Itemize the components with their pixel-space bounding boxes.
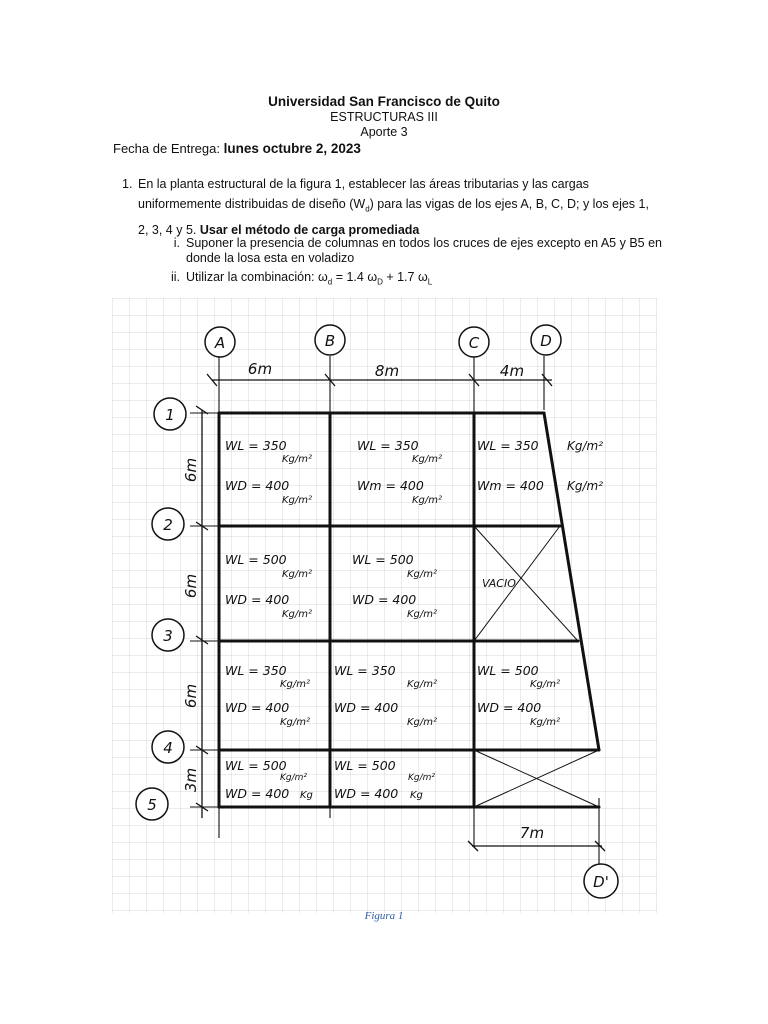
question-text-b: ) para las vigas de los ejes A, B, C, D; y los ejes 1, 2, 3, 4 y 5. xyxy=(138,197,649,237)
axis-label-D: D xyxy=(540,332,552,350)
axis-label-4: 4 xyxy=(163,739,173,757)
sub-D: D xyxy=(377,277,383,287)
sub-item-ii xyxy=(170,270,666,290)
question-number: 1. xyxy=(122,177,133,191)
sub-item-i xyxy=(173,236,666,266)
load-A23-wl-unit: Kg/m² xyxy=(282,569,313,580)
span-left-12: 6m xyxy=(182,457,200,483)
load-B34-wl: WL = 350 xyxy=(334,663,396,678)
load-A34-wd-unit: Kg/m² xyxy=(280,717,311,728)
sub-item-i-roman: i. xyxy=(173,236,180,250)
load-A45-wd: WD = 400 xyxy=(225,786,290,801)
figure-caption: Figura 1 xyxy=(364,910,404,922)
load-C12-wl: WL = 350 xyxy=(477,438,539,453)
load-A34-wl: WL = 350 xyxy=(225,663,287,678)
load-C12-wm: Wm = 400 xyxy=(477,478,544,493)
sub-item-ii-text-c: + 1.7 ω xyxy=(382,270,428,284)
due-date-line xyxy=(113,141,361,156)
load-C12-wl-unit: Kg/m² xyxy=(567,439,604,453)
sub-item-ii-text-b: = 1.4 ω xyxy=(332,270,378,284)
university-title: Universidad San Francisco de Quito xyxy=(268,94,500,109)
due-date-label: Fecha de Entrega: xyxy=(113,141,224,156)
load-A12-wl: WL = 350 xyxy=(225,438,287,453)
load-A45-wl: WL = 500 xyxy=(225,758,287,773)
sub-d: d xyxy=(327,277,333,287)
span-left-45: 3m xyxy=(182,767,200,793)
load-B23-wd-unit: Kg/m² xyxy=(407,609,438,620)
load-B34-wl-unit: Kg/m² xyxy=(407,679,438,690)
load-C34-wl: WL = 500 xyxy=(477,663,539,678)
load-C34-wd: WD = 400 xyxy=(477,700,542,715)
load-B45-wd-unit: Kg xyxy=(410,790,423,801)
load-C34-wd-unit: Kg/m² xyxy=(530,717,561,728)
axis-label-1: 1 xyxy=(165,406,175,424)
axis-label-2: 2 xyxy=(163,516,173,534)
question-text-a: En la planta estructural de la figura 1, establecer las áreas tributarias y las cargas uniformemente distribuidas de diseño (W xyxy=(138,177,589,211)
axis-label-3: 3 xyxy=(163,627,173,645)
sub-item-ii-roman: ii. xyxy=(170,270,180,284)
load-B12-wl-unit: Kg/m² xyxy=(412,454,443,465)
axis-label-C: C xyxy=(468,334,480,352)
span-bottom: 7m xyxy=(519,824,545,842)
axis-label-B: B xyxy=(324,332,336,350)
load-B12-wm-unit: Kg/m² xyxy=(412,495,443,506)
load-B34-wd-unit: Kg/m² xyxy=(407,717,438,728)
sub-item-ii-text-a: Utilizar la combinación: ω xyxy=(186,270,328,284)
load-A23-wd-unit: Kg/m² xyxy=(282,609,313,620)
question-1 xyxy=(122,174,658,240)
load-B12-wl: WL = 350 xyxy=(357,438,419,453)
span-top-CD: 4m xyxy=(499,362,525,380)
load-A23-wl: WL = 500 xyxy=(225,552,287,567)
load-A23-wd: WD = 400 xyxy=(225,592,290,607)
assignment-name: Aporte 3 xyxy=(360,125,408,139)
load-B34-wd: WD = 400 xyxy=(334,700,399,715)
sub-item-i-text: Suponer la presencia de columnas en todos los cruces de ejes excepto en A5 y B5 en donde la losa esta en voladizo xyxy=(186,236,662,265)
span-top-AB: 6m xyxy=(247,360,273,378)
void-label: VACIO xyxy=(482,577,516,590)
span-left-34: 6m xyxy=(182,683,200,709)
structural-plan-figure xyxy=(112,298,657,913)
span-top-BC: 8m xyxy=(374,362,400,380)
load-B12-wm: Wm = 400 xyxy=(357,478,424,493)
load-B45-wl: WL = 500 xyxy=(334,758,396,773)
load-B45-wl-unit: Kg/m² xyxy=(408,773,436,783)
due-date-value: lunes octubre 2, 2023 xyxy=(223,141,361,156)
course-name: ESTRUCTURAS III xyxy=(330,110,438,124)
sub-L: L xyxy=(427,277,433,287)
load-B23-wd: WD = 400 xyxy=(352,592,417,607)
load-A12-wd-unit: Kg/m² xyxy=(282,495,313,506)
load-A34-wd: WD = 400 xyxy=(225,700,290,715)
load-A45-wl-unit: Kg/m² xyxy=(280,773,308,783)
load-B23-wl: WL = 500 xyxy=(352,552,414,567)
load-B23-wl-unit: Kg/m² xyxy=(407,569,438,580)
question-emphasis: Usar el método de carga promediada xyxy=(199,222,420,237)
load-B45-wd: WD = 400 xyxy=(334,786,399,801)
axis-label-D-prime: D' xyxy=(593,873,609,891)
load-A12-wl-unit: Kg/m² xyxy=(282,454,313,465)
span-left-23: 6m xyxy=(182,573,200,599)
axis-label-A: A xyxy=(214,334,226,352)
load-C12-wm-unit: Kg/m² xyxy=(567,479,604,493)
load-A45-wd-unit: Kg xyxy=(300,790,313,801)
question-text-sub: d xyxy=(365,204,370,214)
load-A12-wd: WD = 400 xyxy=(225,478,290,493)
load-A34-wl-unit: Kg/m² xyxy=(280,679,311,690)
axis-label-5: 5 xyxy=(147,796,157,814)
load-C34-wl-unit: Kg/m² xyxy=(530,679,561,690)
